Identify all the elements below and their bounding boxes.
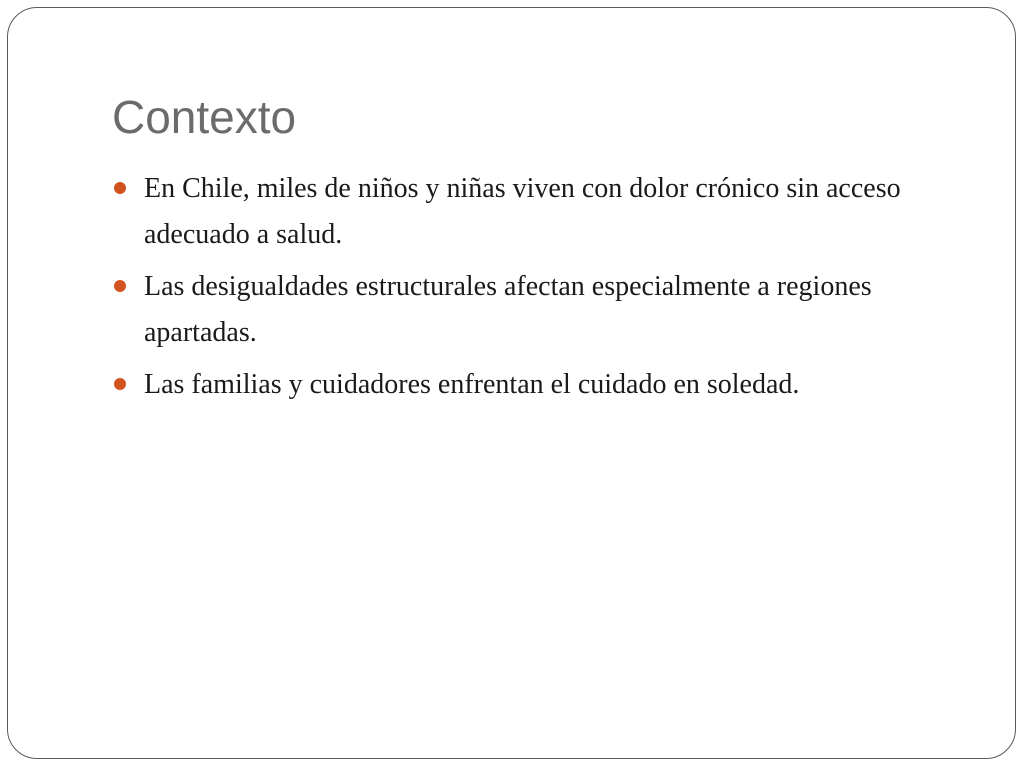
bullet-list: [114, 166, 954, 414]
bullet-text: En Chile, miles de niños y niñas viven con dolor crónico sin acceso adecuado a salud.: [144, 173, 901, 250]
slide-title: Contexto: [112, 91, 297, 143]
bullet-text: Las desigualdades estructurales afectan especialmente a regiones apartadas.: [144, 271, 872, 348]
bullet-text: Las familias y cuidadores enfrentan el cuidado en soledad.: [144, 369, 800, 400]
bullet-dot-icon: [114, 378, 126, 390]
bullet-dot-icon: [114, 182, 126, 194]
bullet-item: [114, 166, 954, 258]
bullet-item: [114, 362, 954, 408]
bullet-item: [114, 264, 954, 356]
bullet-dot-icon: [114, 280, 126, 292]
